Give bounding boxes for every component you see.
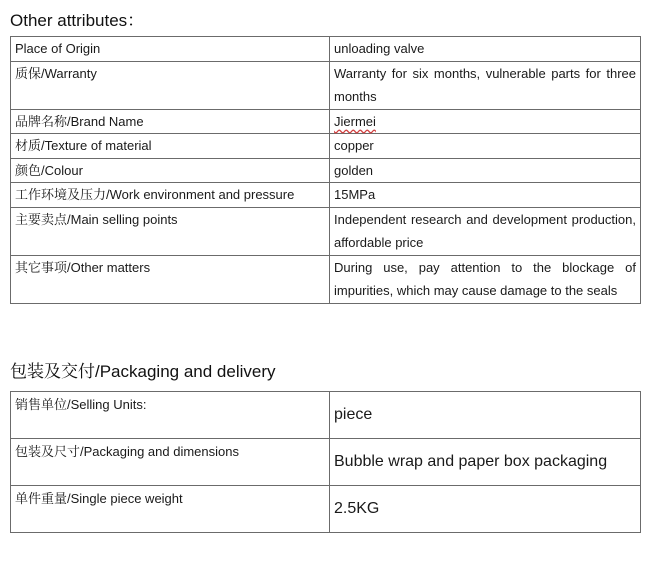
attribute-key: 颜色/Colour bbox=[11, 158, 330, 183]
table-row bbox=[11, 61, 641, 109]
attribute-key: 其它事项/Other matters bbox=[11, 255, 330, 303]
other-attributes-title: Other attributes： bbox=[10, 11, 145, 30]
attribute-value: golden bbox=[330, 158, 641, 183]
table-row bbox=[11, 134, 641, 159]
attribute-value: Warranty for six months, vulnerable parts for three months bbox=[330, 61, 641, 109]
packaging-value: piece bbox=[330, 392, 641, 439]
table-row bbox=[11, 158, 641, 183]
attribute-key: 材质/Texture of material bbox=[11, 134, 330, 159]
table-row bbox=[11, 392, 641, 439]
table-row bbox=[11, 109, 641, 134]
attribute-key: 品牌名称/Brand Name bbox=[11, 109, 330, 134]
table-row bbox=[11, 37, 641, 62]
other-attributes-table bbox=[10, 36, 641, 304]
packaging-value: 2.5KG bbox=[330, 486, 641, 533]
attribute-key: 质保/Warranty bbox=[11, 61, 330, 109]
attribute-key: Place of Origin bbox=[11, 37, 330, 62]
table-row bbox=[11, 439, 641, 486]
table-row bbox=[11, 255, 641, 303]
attribute-value: During use, pay attention to the blockage of impurities, which may cause damage to the seals bbox=[330, 255, 641, 303]
packaging-table bbox=[10, 391, 641, 533]
packaging-key: 销售单位/Selling Units: bbox=[11, 392, 330, 439]
brand-name-value: Jiermei bbox=[334, 113, 376, 129]
table-row bbox=[11, 207, 641, 255]
attribute-value: unloading valve bbox=[330, 37, 641, 62]
packaging-title: 包装及交付/Packaging and delivery bbox=[10, 362, 276, 381]
table-row bbox=[11, 486, 641, 533]
table-row bbox=[11, 183, 641, 208]
attribute-key: 主要卖点/Main selling points bbox=[11, 207, 330, 255]
packaging-value: Bubble wrap and paper box packaging bbox=[330, 439, 641, 486]
attribute-value: Independent research and development production, affordable price bbox=[330, 207, 641, 255]
attribute-value: copper bbox=[330, 134, 641, 159]
attribute-key: 工作环境及压力/Work environment and pressure bbox=[11, 183, 330, 208]
packaging-key: 包装及尺寸/Packaging and dimensions bbox=[11, 439, 330, 486]
attribute-value: 15MPa bbox=[330, 183, 641, 208]
packaging-key: 单件重量/Single piece weight bbox=[11, 486, 330, 533]
